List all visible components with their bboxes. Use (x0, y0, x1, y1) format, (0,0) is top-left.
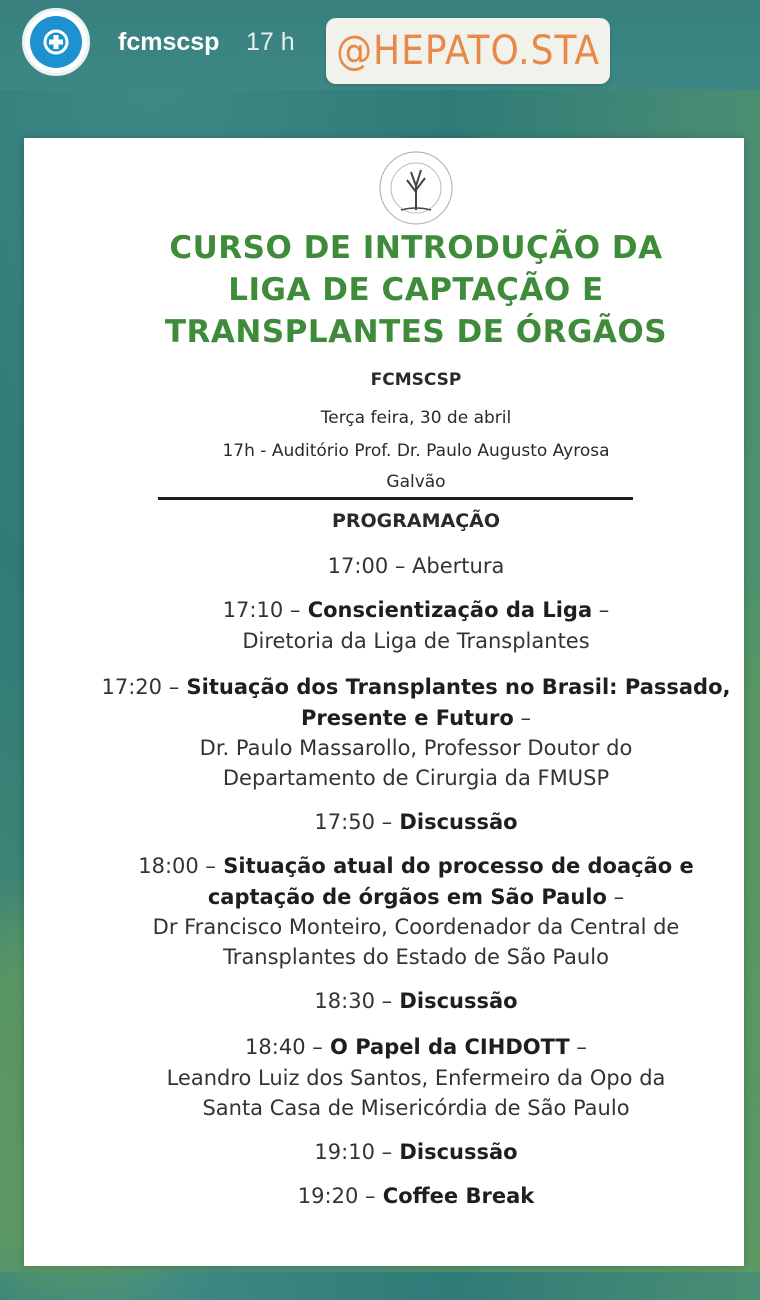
schedule-title: captação de órgãos em São Paulo (207, 885, 607, 909)
organizer: FCMSCSP (370, 370, 462, 390)
schedule-detail: Diretoria da Liga de Transplantes (242, 629, 590, 653)
schedule-title: Coffee Break (375, 1184, 535, 1208)
divider (158, 497, 633, 500)
hospital-cross-icon (30, 16, 82, 68)
schedule-title: Situação dos Transplantes no Brasil: Passado, (179, 675, 731, 699)
schedule-detail: Dr. Paulo Massarollo, Professor Doutor do (199, 736, 633, 760)
schedule-line (24, 989, 760, 1013)
schedule-title: Discussão (392, 1140, 518, 1164)
schedule-time: 17:00 – (327, 554, 406, 578)
avatar[interactable] (22, 8, 90, 76)
schedule-detail: Santa Casa de Misericórdia de São Paulo (202, 1096, 630, 1120)
schedule-line (24, 736, 760, 760)
schedule-line (24, 1140, 760, 1164)
schedule-time: 18:30 – (314, 989, 393, 1013)
schedule-detail: Transplantes do Estado de São Paulo (223, 945, 609, 969)
event-venue-cont: Galvão (386, 472, 446, 492)
schedule-title: Presente e Futuro (300, 706, 514, 730)
story-username[interactable]: fcmscsp (118, 28, 220, 56)
schedule-time: 19:20 – (297, 1184, 376, 1208)
schedule-line (24, 598, 760, 622)
schedule-title: Discussão (392, 989, 518, 1013)
schedule-line (24, 915, 760, 939)
story-header (0, 0, 760, 90)
schedule-line (24, 1184, 760, 1208)
schedule-time: 18:40 – (245, 1035, 323, 1059)
event-date: Terça feira, 30 de abril (320, 408, 512, 428)
schedule-line (24, 1096, 760, 1120)
schedule-title: Discussão (392, 810, 518, 834)
event-flyer (24, 138, 744, 1266)
schedule-line (24, 706, 760, 730)
schedule-detail: Departamento de Cirurgia da FMUSP (222, 766, 610, 790)
event-venue: 17h - Auditório Prof. Dr. Paulo Augusto Ayrosa (222, 441, 610, 461)
schedule-line (24, 1066, 760, 1090)
schedule-detail: – (606, 885, 625, 909)
schedule-line (24, 885, 760, 909)
schedule-line (24, 629, 760, 653)
schedule-line (24, 554, 760, 578)
schedule-detail: – (513, 706, 532, 730)
schedule-line (24, 1035, 760, 1059)
schedule-time: 18:00 – (138, 854, 216, 878)
flyer-title-line-2: LIGA DE CAPTAÇÃO E (228, 272, 604, 308)
schedule-title: Situação atual do processo de doação e (215, 854, 694, 878)
schedule-title: O Papel da CIHDOTT (322, 1035, 570, 1059)
schedule-time: 19:10 – (314, 1140, 393, 1164)
mention-sticker[interactable]: @HEPATO.STA (326, 18, 610, 84)
story-timestamp: 17 h (246, 28, 295, 56)
schedule-detail: – (569, 1035, 587, 1059)
schedule-time: 17:50 – (314, 810, 393, 834)
schedule-title: Conscientização da Liga (300, 598, 593, 622)
schedule-line (24, 810, 760, 834)
schedule-detail: – (592, 598, 610, 622)
liga-logo-icon (371, 148, 461, 228)
flyer-title-line-1: CURSO DE INTRODUÇÃO DA (169, 230, 663, 266)
schedule-detail: Dr Francisco Monteiro, Coordenador da Central de (152, 915, 680, 939)
flyer-title-line-3: TRANSPLANTES DE ÓRGÃOS (164, 314, 668, 350)
schedule-line (24, 854, 760, 878)
schedule-detail: Leandro Luiz dos Santos, Enfermeiro da Opo da (166, 1066, 666, 1090)
schedule-time: 17:20 – (101, 675, 180, 699)
schedule-line (24, 945, 760, 969)
schedule-line (24, 675, 760, 699)
schedule-time: 17:10 – (222, 598, 301, 622)
program-heading: PROGRAMAÇÃO (331, 510, 501, 532)
schedule-line (24, 766, 760, 790)
schedule-detail: Abertura (405, 554, 505, 578)
